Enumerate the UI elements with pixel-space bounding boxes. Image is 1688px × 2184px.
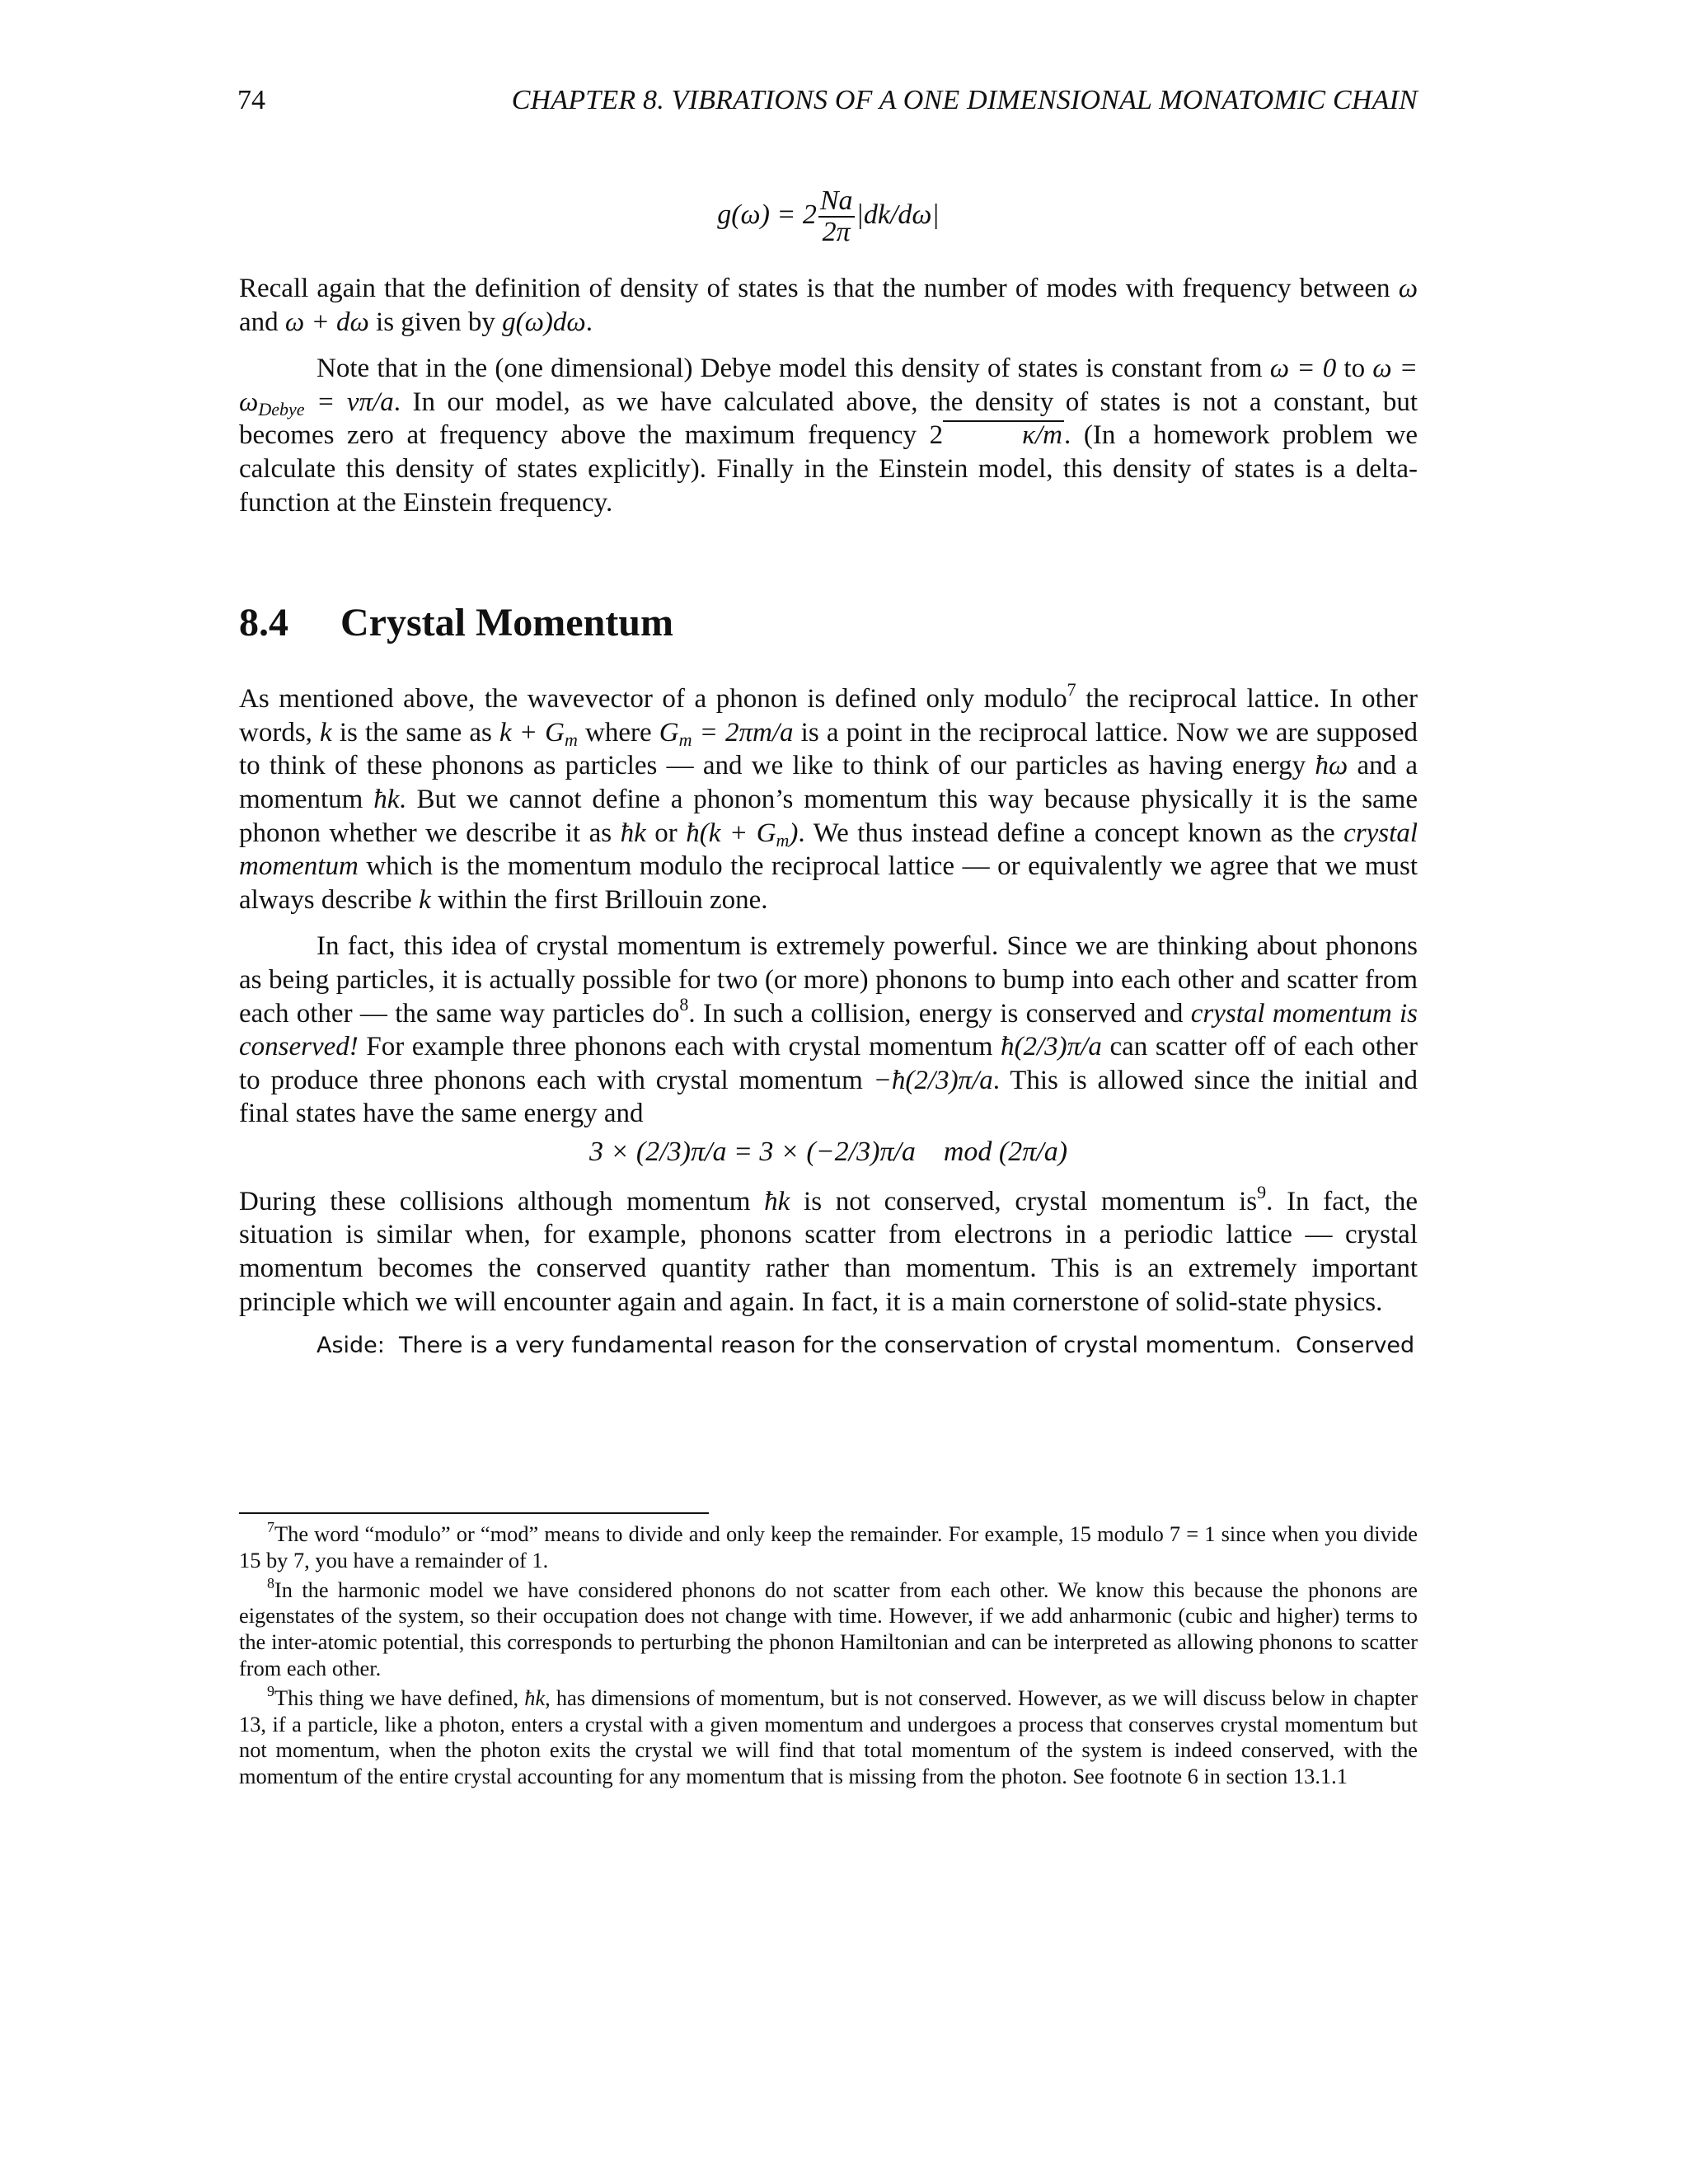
page-number: 74 xyxy=(237,85,265,115)
density-of-states-equation: g(ω) = 2 $\frac{Na}{2\pi}$ |dk/dω| xyxy=(717,185,940,247)
footnotes xyxy=(239,1521,1418,1790)
paragraph-modulo: As mentioned above, the wavevector of a phonon is defined only modulo$^7$ the reciprocal lattice. In other words, k is the same as $k + G_m$ where $G_m = 2\pi m/a$ is a point in the reciprocal lattice. Now we are supposed to think of these phonons as particles — and we like to think of our particles as having energy ħω and a momentum ħk. But we cannot define a phonon’s momentum this way because physically it is the same phonon whether we describe it as ħk or ħ(k + $G_m$). We thus instead define a concept known as the crystal momentum which is the momentum modulo the reciprocal lattice — or equivalently we agree that we must always describe k within the first Brillouin zone. xyxy=(239,679,1418,915)
section-number: 8.4 xyxy=(239,601,288,645)
sqrt-expression: κ/m xyxy=(943,420,1064,448)
paragraph-debye-note: Note that in the (one dimensional) Debye model this density of states is constant from ω = 0 to $\omega = \omega_{Debye} = v\pi/a$. In our model, as we have calculated above, the density of states is not a constant, but becomes zero at frequency above the maximum frequency 2 κ/m. (In a homework problem we calculate this density of states explicitly). Finally in the Einstein model, this density of states is a delta-function at the Einstein frequency. xyxy=(239,354,1418,518)
paragraph-recall: Recall again that the definition of density of states is that the number of modes with frequency between ω and ω + dω is given by g(ω)dω. xyxy=(239,274,1418,337)
footnote-ref-9[interactable]: 9 xyxy=(1257,1181,1267,1202)
footnote-9: $^9$This thing we have defined, ħk, has dimensions of momentum, but is not conserved. However, as we will discuss below in chapter 13, if a particle, like a photon, enters a crystal with a given momentum and undergoes a process that conserves crystal momentum but not momentum, when the photon exits the crystal we will find that total momentum of the system is indeed conserved, with the momentum of the entire crystal accounting for any momentum that is missing from the photon. See footnote 6 in section 13.1.1 xyxy=(239,1682,1418,1789)
chapter-title: CHAPTER 8. VIBRATIONS OF A ONE DIMENSIONAL MONATOMIC CHAIN xyxy=(511,85,1418,115)
footnote-ref-8[interactable]: 8 xyxy=(679,993,689,1015)
aside-text: Aside: There is a very fundamental reason for the conservation of crystal momentum. Conserved xyxy=(316,1333,1415,1359)
footnote-ref-7[interactable]: 7 xyxy=(1067,679,1076,701)
section-title: Crystal Momentum xyxy=(340,601,673,645)
paragraph-crystal-momentum-power: In fact, this idea of crystal momentum is extremely powerful. Since we are thinking about phonons as being particles, it is actually possible for two (or more) phonons to bump into each other and scatter from each other — the same way particles $do^8$. In such a collision, energy is conserved and crystal momentum is conserved! For example three phonons each with crystal momentum ħ(2/3)π/a can scatter off of each other to produce three phonons each with crystal momentum −ħ(2/3)π/a. This is allowed since the initial and final states have the same energy and xyxy=(239,931,1418,1129)
body-content xyxy=(239,186,1418,1360)
footnote-divider xyxy=(239,1512,709,1514)
equation-fraction: $\frac{Na}{2\pi}$ xyxy=(819,185,853,247)
footnote-8: $^8$In the harmonic model we have considered phonons do not scatter from each other. We know this because the phonons are eigenstates of the system, so their occupation does not change with time. However, if we add anharmonic (cubic and higher) terms to the inter-atomic potential, this corresponds to perturbing the phonon Hamiltonian and can be interpreted as allowing phonons to scatter from each other. xyxy=(239,1574,1418,1680)
section-heading xyxy=(239,600,1418,646)
footnote-7: $^7$The word “modulo” or “mod” means to divide and only keep the remainder. For example, 15 modulo 7 = 1 since when you divide 15 by 7, you have a remainder of 1. xyxy=(239,1519,1418,1572)
conservation-equation: 3 × (2/3)π/a = 3 × (−2/3)π/a mod (2π/a) xyxy=(588,1136,1068,1167)
paragraph-collisions: During these collisions although momentum ħk is not conserved, crystal momentum $is^9$. In fact, the situation is similar when, for example, phonons scatter from electrons in a periodic lattice — crystal momentum becomes the conserved quantity rather than momentum. This is an extremely important principle which we will encounter again and again. In fact, it is a main cornerstone of solid-state physics. xyxy=(239,1181,1418,1317)
